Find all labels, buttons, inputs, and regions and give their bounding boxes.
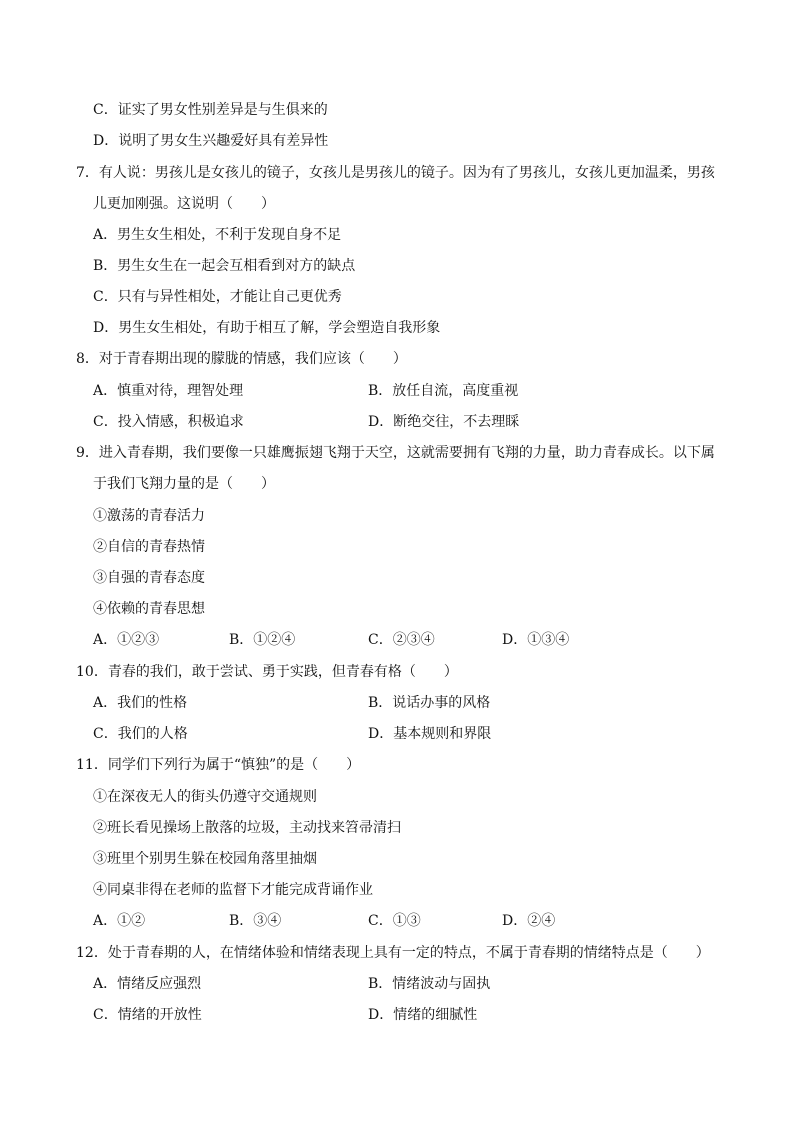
q12-option-c: C．情绪的开放性 [93, 1007, 202, 1023]
q9-stem-line1: 9．进入青春期，我们要像一只雄鹰振翅飞翔于天空，这就需要拥有飞翔的力量，助力青春成长。以下属 [76, 445, 715, 461]
q9-item-2: ②自信的青春热情 [93, 539, 205, 555]
q11-item-4: ④同桌非得在老师的监督下才能完成背诵作业 [93, 882, 373, 898]
q8-stem: 8．对于青春期出现的朦胧的情感，我们应该（ ） [76, 351, 407, 367]
q12-stem: 12．处于青春期的人，在情绪体验和情绪表现上具有一定的特点，不属于青春期的情绪特点是（ ） [76, 945, 710, 961]
q8-option-a: A．慎重对待，理智处理 [93, 383, 244, 399]
q12-option-d: D．情绪的细腻性 [368, 1007, 478, 1023]
q7-option-a: A．男生女生相处，不利于发现自身不足 [93, 227, 342, 243]
q9-option-d: D．①③④ [502, 632, 570, 648]
q11-stem: 11．同学们下列行为属于“慎独”的是（ ） [76, 757, 361, 773]
q8-option-b: B．放任自流，高度重视 [368, 383, 519, 399]
q11-option-d: D．②④ [502, 913, 556, 929]
q9-item-3: ③自强的青春态度 [93, 570, 205, 586]
q10-option-a: A．我们的性格 [93, 695, 188, 711]
q6-option-c: C．证实了男女性别差异是与生俱来的 [93, 102, 328, 118]
q10-stem: 10．青春的我们，敢于尝试、勇于实践，但青春有格（ ） [76, 664, 458, 680]
q11-option-c: C．①③ [368, 913, 421, 929]
q6-option-d: D．说明了男女生兴趣爱好具有差异性 [93, 133, 329, 149]
q7-option-b: B．男生女生在一起会互相看到对方的缺点 [93, 258, 356, 274]
q9-option-b: B．①②④ [229, 632, 296, 648]
q9-option-a: A．①②③ [93, 632, 160, 648]
q11-option-b: B．③④ [229, 913, 282, 929]
q10-option-d: D．基本规则和界限 [368, 726, 492, 742]
q10-option-c: C．我们的人格 [93, 726, 188, 742]
q11-item-3: ③班里个别男生躲在校园角落里抽烟 [93, 851, 317, 867]
q7-option-d: D．男生女生相处，有助于相互了解，学会塑造自我形象 [93, 320, 441, 336]
q7-option-c: C．只有与异性相处，才能让自己更优秀 [93, 289, 342, 305]
q8-option-d: D．断绝交往，不去理睬 [368, 414, 520, 430]
q9-item-1: ①激荡的青春活力 [93, 508, 205, 524]
q9-item-4: ④依赖的青春思想 [93, 601, 205, 617]
q8-option-c: C．投入情感，积极追求 [93, 414, 244, 430]
q10-option-b: B．说话办事的风格 [368, 695, 491, 711]
q7-stem-line1: 7．有人说：男孩儿是女孩儿的镜子，女孩儿是男孩儿的镜子。因为有了男孩儿，女孩儿更加温柔，男孩 [76, 165, 715, 181]
q12-option-b: B．情绪波动与固执 [368, 976, 491, 992]
q11-item-1: ①在深夜无人的街头仍遵守交通规则 [93, 789, 317, 805]
q11-option-a: A．①② [93, 913, 146, 929]
q7-stem-line2: 儿更加刚强。这说明（ ） [93, 196, 275, 212]
q12-option-a: A．情绪反应强烈 [93, 976, 202, 992]
q9-option-c: C．②③④ [368, 632, 435, 648]
q9-stem-line2: 于我们飞翔力量的是（ ） [93, 476, 275, 492]
q11-item-2: ②班长看见操场上散落的垃圾，主动找来笤帚清扫 [93, 820, 401, 836]
